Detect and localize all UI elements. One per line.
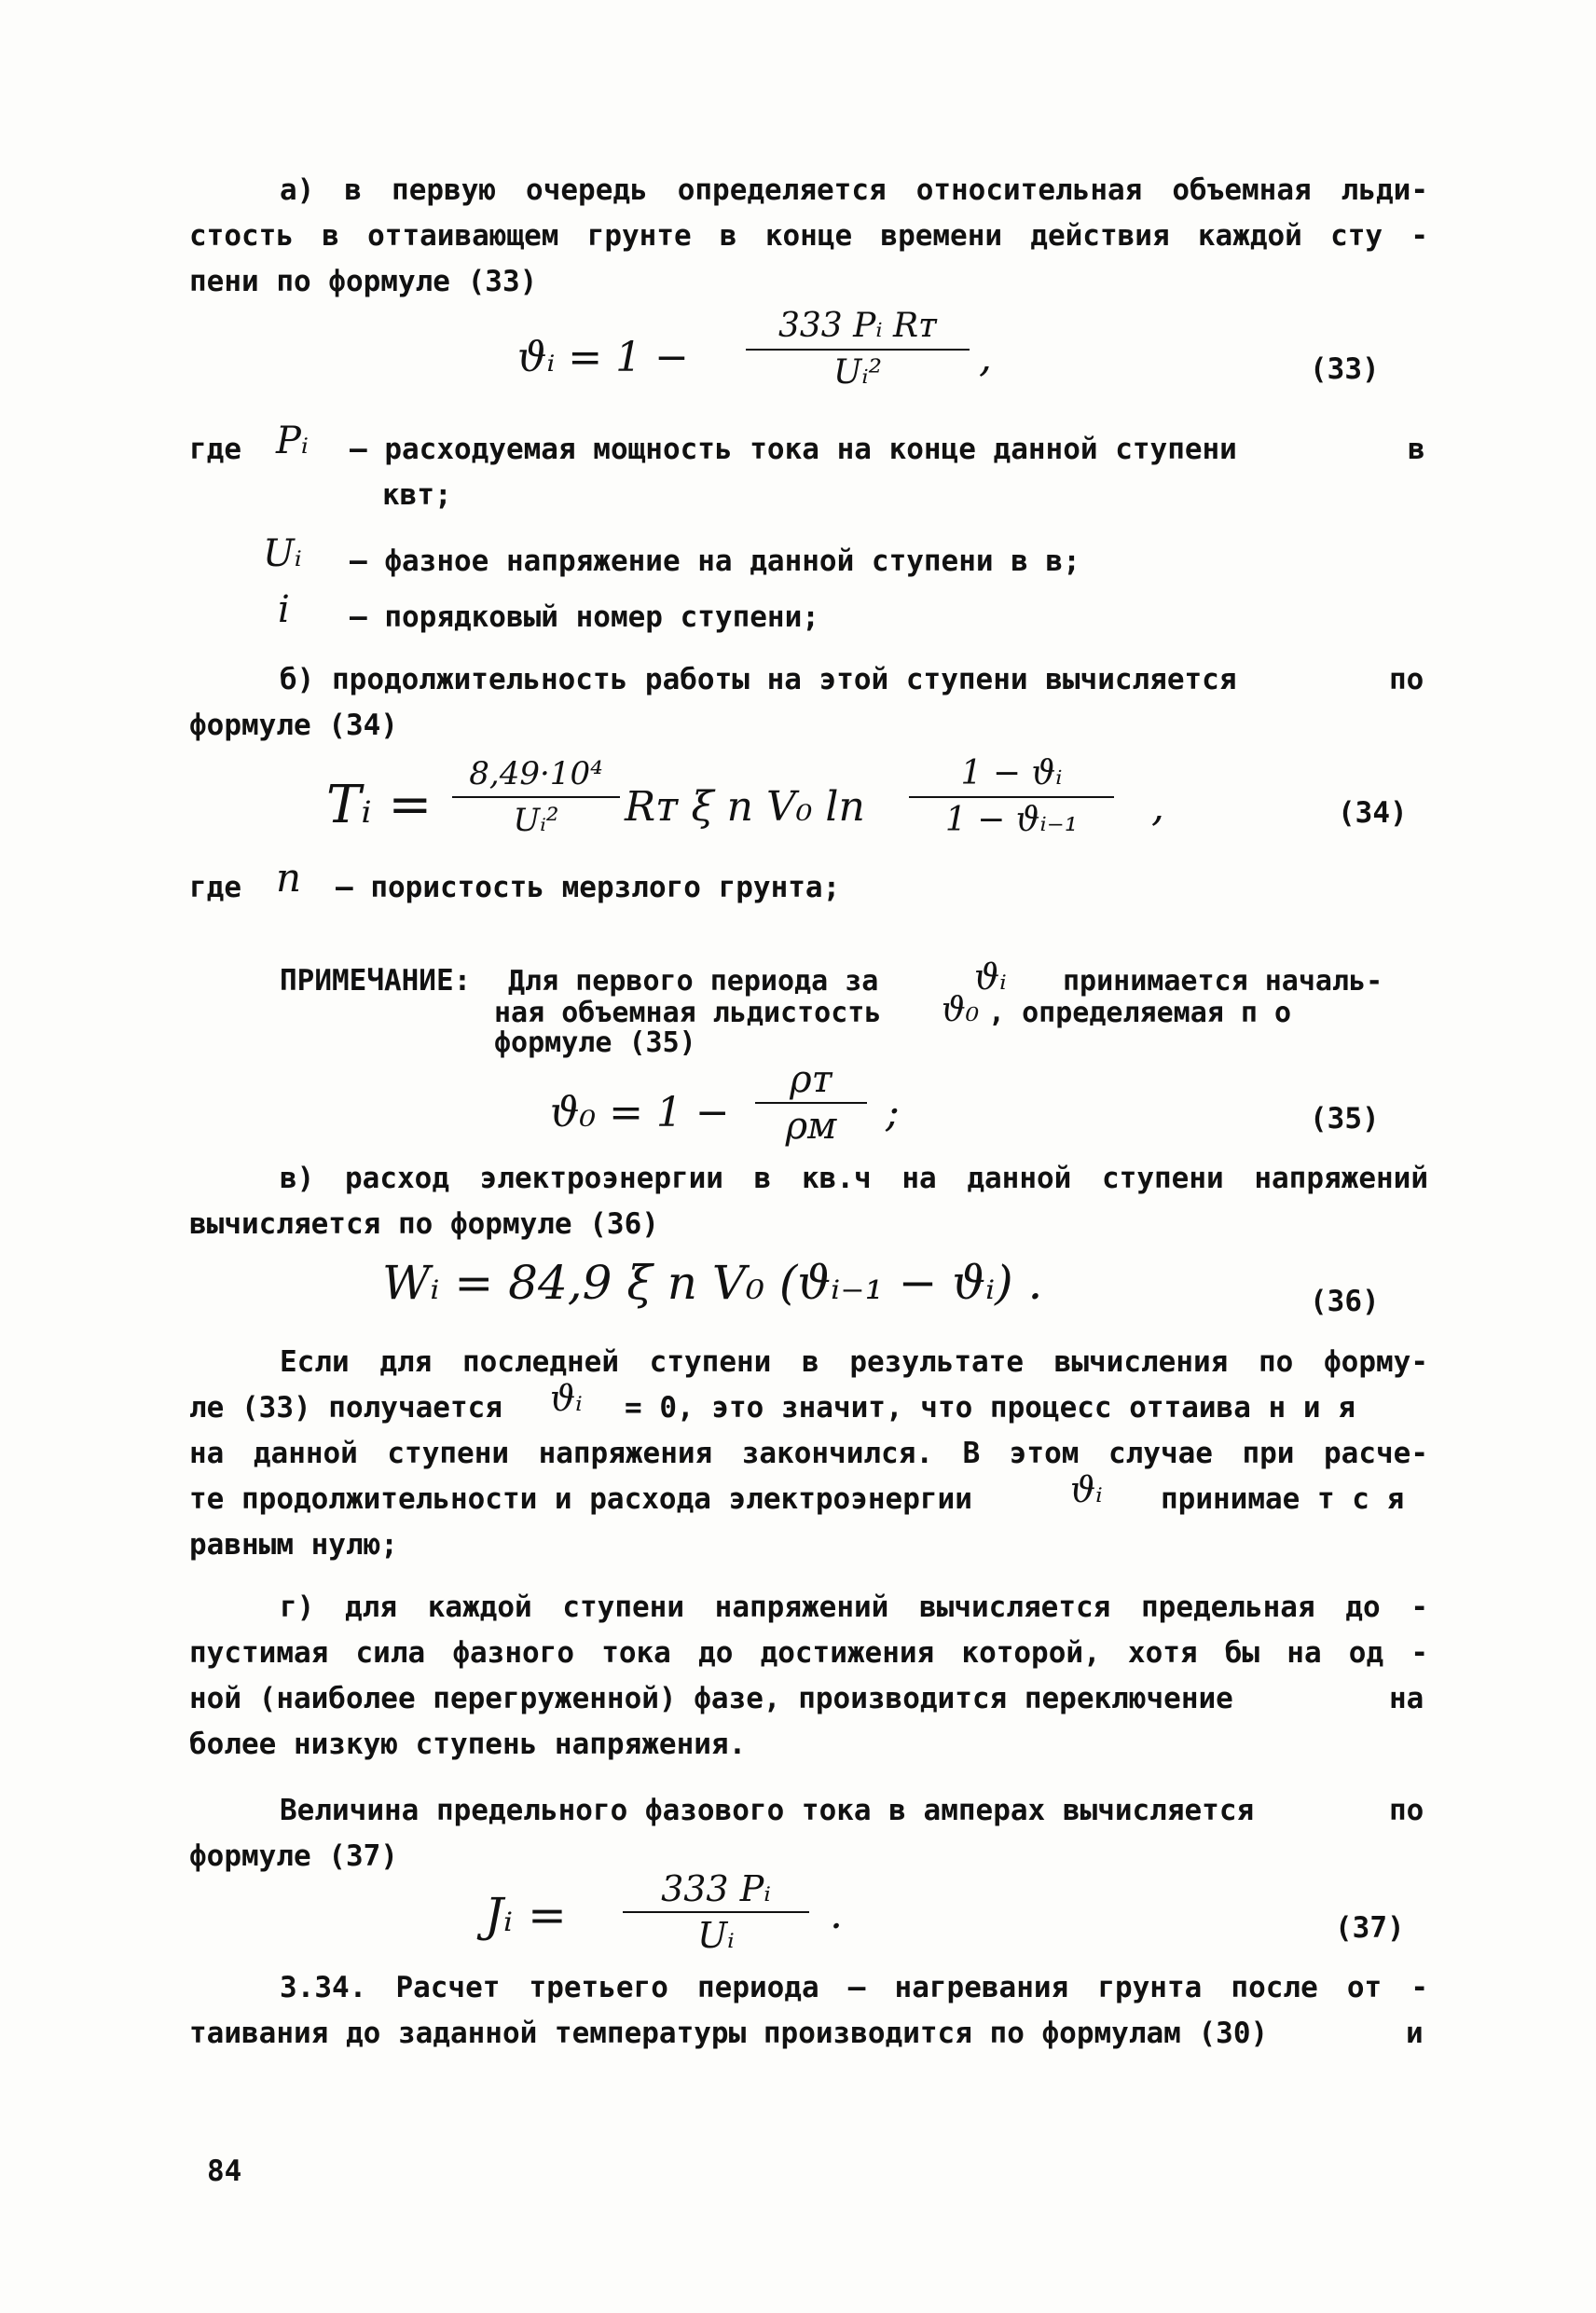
n-definition: – пористость мерзлого грунта; xyxy=(336,871,841,904)
note-line-1-symbol: 𝜗ᵢ xyxy=(974,957,1007,998)
formula-37-denominator: Uᵢ xyxy=(697,1915,735,1956)
last-step-line-4-end: принимае т с я xyxy=(1161,1482,1405,1516)
last-step-line-2-start: ле (33) получается xyxy=(189,1391,502,1425)
section-334-line-1: 3.34. Расчет третьего периода – нагревания грунта после от - xyxy=(280,1971,1428,2004)
u-definition: – фазное напряжение на данной ступени в в; xyxy=(350,544,1080,578)
formula-34-tail: , xyxy=(1151,783,1164,831)
note-label: ПРИМЕЧАНИЕ: xyxy=(280,964,472,998)
note-line-3: формуле (35) xyxy=(494,1026,696,1059)
note-line-1-end: принимается началь- xyxy=(1063,965,1383,998)
paragraph-b-line-1-end: по xyxy=(1389,663,1424,696)
paragraph-a-line-1: а) в первую очередь определяется относительная объемная льди- xyxy=(280,173,1428,207)
formula-34-log-numerator: 1 − 𝜗ᵢ xyxy=(909,753,1114,798)
note-line-1: Для первого периода за xyxy=(508,965,879,998)
current-line-2: формуле (37) xyxy=(189,1839,398,1873)
paragraph-v-line-1: в) расход электроэнергии в кв.ч на данной ступени напряжений xyxy=(280,1162,1428,1195)
formula-34-lhs: Tᵢ = xyxy=(326,775,433,835)
formula-34-denominator: Uᵢ² xyxy=(513,802,559,839)
i-definition: – порядковый номер ступени; xyxy=(350,600,819,634)
formula-37-fraction xyxy=(623,1868,809,1956)
paragraph-b-line-2: формуле (34) xyxy=(189,709,398,742)
p-definition-unit-prep: в xyxy=(1408,433,1425,466)
formula-33-lhs: 𝜗ᵢ = 1 − xyxy=(517,334,689,381)
paragraph-b-line-1: б) продолжительность работы на этой ступени вычисляется xyxy=(280,663,1237,696)
section-334-line-2: таивания до заданной температуры производится по формулам (30) xyxy=(189,2017,1269,2050)
last-step-line-4-symbol: 𝜗ᵢ xyxy=(1070,1469,1103,1510)
formula-34-log-denominator: 1 − 𝜗ᵢ₋₁ xyxy=(944,801,1079,839)
formula-33-numerator: 333 Pᵢ Rᴛ xyxy=(746,306,970,351)
current-line-1-end: по xyxy=(1389,1794,1424,1827)
paragraph-a-line-2: стость в оттаивающем грунте в конце времени действия каждой сту - xyxy=(189,219,1428,253)
formula-35-denominator: ρᴍ xyxy=(785,1105,837,1148)
formula-34-log-fraction xyxy=(909,753,1114,841)
paragraph-v-line-2: вычисляется по формуле (36) xyxy=(189,1207,659,1241)
formula-37-tail: . xyxy=(830,1891,843,1938)
formula-35-number: (35) xyxy=(1310,1102,1380,1136)
formula-35-tail: ; xyxy=(886,1089,900,1136)
page-number: 84 xyxy=(207,2155,242,2188)
formula-33-tail: , xyxy=(979,334,992,381)
formula-34-fraction xyxy=(452,753,620,841)
where-label-2: где xyxy=(189,871,241,904)
formula-33-fraction xyxy=(746,306,970,393)
formula-36-expression: Wᵢ = 84,9 ξ n V₀ (𝜗ᵢ₋₁ − 𝜗ᵢ) . xyxy=(382,1256,1043,1310)
current-line-1: Величина предельного фазового тока в амперах вычисляется xyxy=(280,1794,1255,1827)
formula-34-number: (34) xyxy=(1338,796,1408,830)
paragraph-g-line-4: более низкую ступень напряжения. xyxy=(189,1728,747,1761)
last-step-line-2-end: = 0, это значит, что процесс оттаива н и я xyxy=(625,1391,1355,1425)
where-label-1: где xyxy=(189,433,241,466)
formula-33-denominator: Uᵢ² xyxy=(832,353,882,392)
p-definition: – расходуемая мощность тока на конце данной ступени xyxy=(350,433,1237,466)
paragraph-g-line-1: г) для каждой ступени напряжений вычисляется предельная до - xyxy=(280,1590,1428,1624)
n-symbol: n xyxy=(276,855,302,901)
p-symbol: Pᵢ xyxy=(276,420,309,462)
last-step-line-4-start: те продолжительности и расхода электроэнергии xyxy=(189,1482,972,1516)
formula-34-middle: Rᴛ ξ n V₀ ln xyxy=(625,783,865,831)
paragraph-g-line-3: ной (наиболее перегруженной) фазе, производится переключение xyxy=(189,1682,1233,1715)
note-line-2: ная объемная льдистость xyxy=(494,997,882,1029)
formula-34-numerator: 8,49·10⁴ xyxy=(452,753,620,798)
formula-37-number: (37) xyxy=(1335,1911,1405,1945)
paragraph-g-line-3-end: на xyxy=(1389,1682,1424,1715)
formula-35-numerator: ρᴛ xyxy=(755,1059,867,1104)
note-line-2-end: , определяемая п о xyxy=(988,997,1292,1029)
formula-35-lhs: 𝜗₀ = 1 − xyxy=(550,1089,730,1136)
i-symbol: i xyxy=(278,588,290,631)
formula-36-number: (36) xyxy=(1310,1285,1380,1318)
last-step-line-1: Если для последней ступени в результате вычисления по форму- xyxy=(280,1345,1428,1379)
u-symbol: Uᵢ xyxy=(263,532,302,575)
note-line-2-symbol: 𝜗₀ xyxy=(942,991,980,1029)
formula-33-number: (33) xyxy=(1310,352,1380,386)
section-334-line-2-end: и xyxy=(1406,2017,1424,2050)
paragraph-g-line-2: пустимая сила фазного тока до достижения которой, хотя бы на од - xyxy=(189,1636,1428,1670)
last-step-line-2-symbol: 𝜗ᵢ xyxy=(550,1378,583,1419)
formula-37-numerator: 333 Pᵢ xyxy=(623,1868,809,1913)
last-step-line-3: на данной ступени напряжения закончился. В этом случае при расче- xyxy=(189,1437,1428,1470)
formula-35-fraction xyxy=(755,1059,867,1147)
formula-37-lhs: Jᵢ = xyxy=(485,1888,567,1942)
paragraph-a-line-3: пени по формуле (33) xyxy=(189,265,538,298)
last-step-line-5: равным нулю; xyxy=(189,1528,398,1562)
p-definition-unit: квт; xyxy=(382,478,452,512)
